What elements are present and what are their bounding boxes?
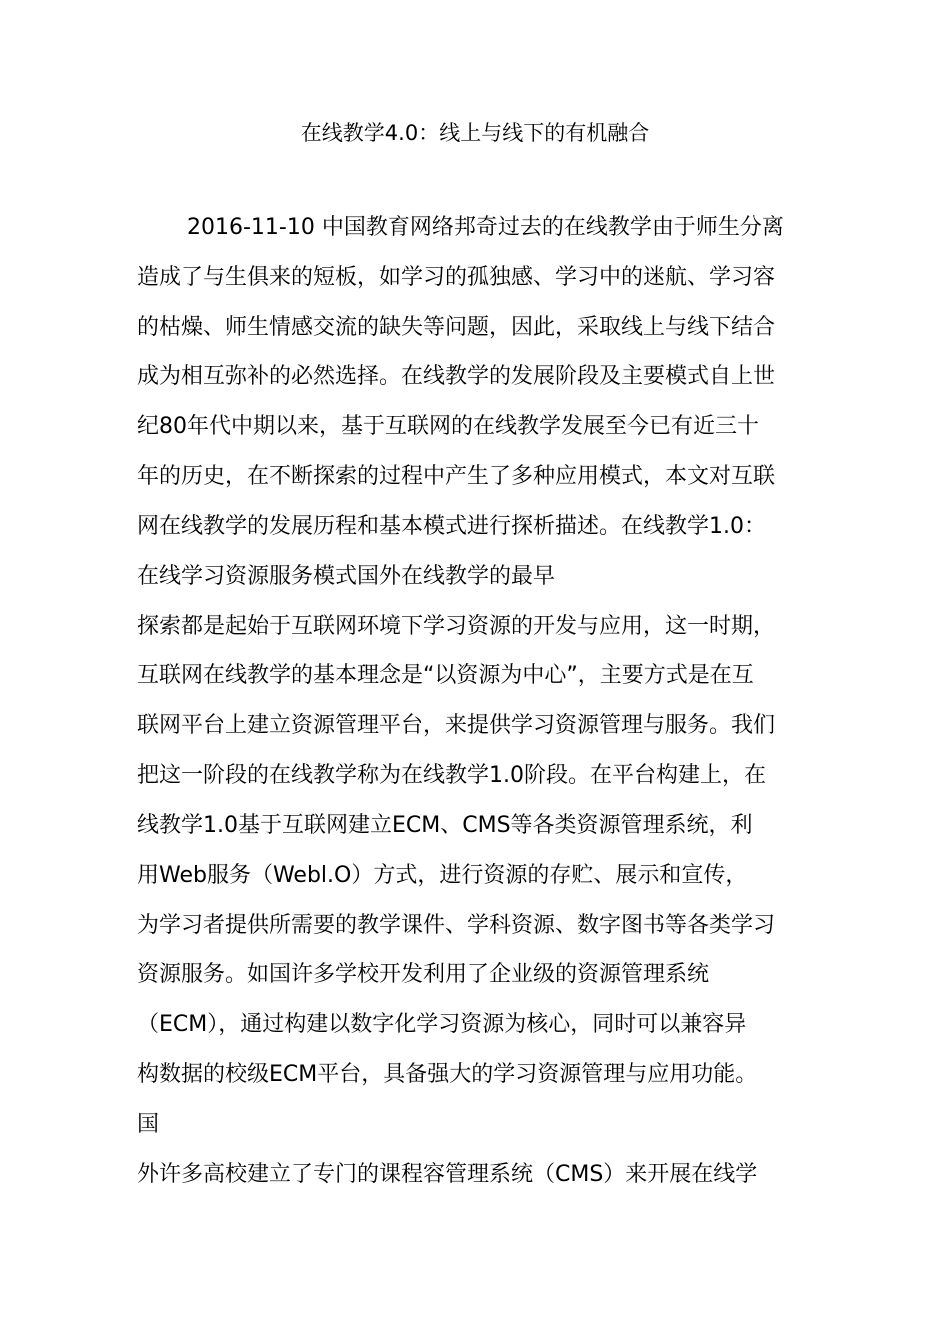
body-line-7: 网在线教学的发展历程和基本模式进行探析描述。在线教学1.0： bbox=[137, 514, 766, 539]
body-line-12: 把这一阶段的在线教学称为在线教学1.0阶段。在平台构建上，在 bbox=[137, 763, 766, 788]
body-line-5: 纪80年代中期以来，基于互联网的在线教学发展至今已有近三十 bbox=[137, 414, 759, 439]
body-line-11: 联网平台上建立资源管理平台，来提供学习资源管理与服务。我们 bbox=[137, 713, 776, 738]
body-line-14: 用Web服务（Webl.O）方式，进行资源的存贮、展示和宣传， bbox=[137, 863, 748, 888]
body-line-10: 互联网在线教学的基本理念是“以资源为中心”，主要方式是在互 bbox=[137, 663, 754, 688]
body-line-4: 成为相互弥补的必然选择。在线教学的发展阶段及主要模式自上世 bbox=[137, 364, 776, 389]
body-line-16: 资源服务。如国许多学校开发利用了企业级的资源管理系统 bbox=[137, 962, 710, 987]
body-line-8: 在线学习资源服务模式国外在线教学的最早 bbox=[137, 564, 556, 589]
document-title: 在线教学4.0：线上与线下的有机融合 bbox=[300, 121, 650, 145]
body-line-20: 外许多高校建立了专门的课程容管理系统（CMS）来开展在线学 bbox=[137, 1162, 758, 1187]
body-line-3: 的枯燥、师生情感交流的缺失等问题，因此，采取线上与线下结合 bbox=[137, 315, 776, 340]
body-line-9: 探索都是起始于互联网环境下学习资源的开发与应用，这一时期， bbox=[137, 614, 776, 639]
body-line-2: 造成了与生俱来的短板，如学习的孤独感、学习中的迷航、学习容 bbox=[137, 265, 776, 290]
body-line-13: 线教学1.0基于互联网建立ECM、CMS等各类资源管理系统，利 bbox=[137, 813, 753, 838]
body-line-1: 2016-11-10 中国教育网络邦奇过去的在线教学由于师生分离 bbox=[187, 215, 784, 240]
body-line-17: （ECM），通过构建以数字化学习资源为核心，同时可以兼容异 bbox=[137, 1012, 747, 1037]
body-line-19: 国 bbox=[137, 1112, 160, 1137]
body-line-6: 年的历史，在不断探索的过程中产生了多种应用模式，本文对互联 bbox=[137, 464, 776, 489]
body-line-15: 为学习者提供所需要的教学课件、学科资源、数字图书等各类学习 bbox=[137, 913, 776, 938]
body-line-18: 构数据的校级ECM平台，具备强大的学习资源管理与应用功能。 bbox=[137, 1062, 758, 1087]
